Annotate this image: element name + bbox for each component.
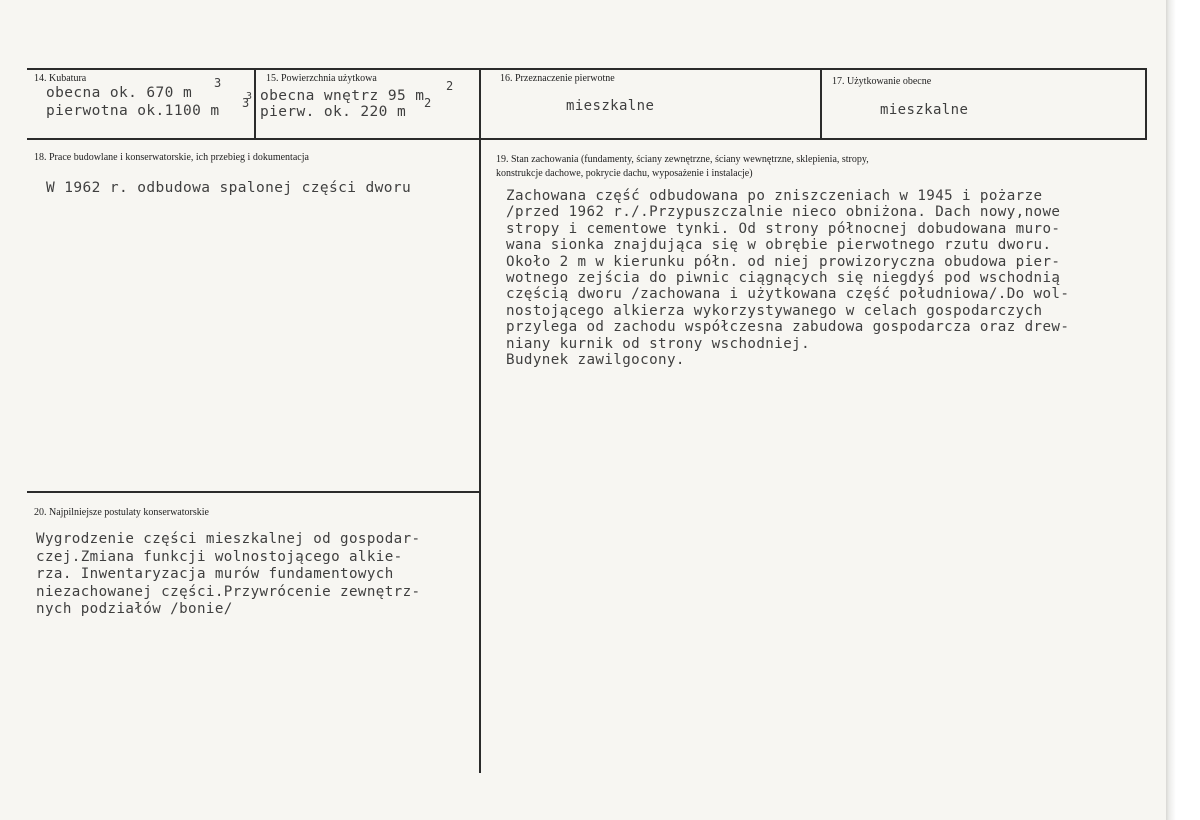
field-19-text-line: Zachowana część odbudowana po zniszczeniach w 1945 i pożarze xyxy=(506,188,1043,204)
field-19-text-line: niany kurnik od strony wschodniej. xyxy=(506,335,811,352)
field-14-unit-sup-2: 3 xyxy=(242,96,250,110)
field-14-current-volume: obecna ok. 670 m xyxy=(46,85,193,101)
field-19-text-line: przylega od zachodu współczesna zabudowa gospodarcza oraz drew- xyxy=(506,319,1070,336)
field-20-text-line: Wygrodzenie części mieszkalnej od gospodar- xyxy=(36,531,421,547)
right-border-top xyxy=(1145,68,1147,139)
field-19-text-line: nostojącego alkierza wykorzystywanego w celach gospodarczych xyxy=(506,302,1043,319)
field-19-text-line: częścią dworu /zachowana i użytkowana część południowa/.Do wol- xyxy=(506,286,1070,303)
field-15-current-area: obecna wnętrz 95 m xyxy=(260,88,425,104)
field-19-text-line: wotnego zejścia do piwnic ciągnących się niegdyś pod wschodnią xyxy=(506,270,1061,286)
row-divider-2 xyxy=(27,491,479,493)
field-19-label-line-2: konstrukcje dachowe, pokrycie dachu, wyposażenie i instalacje) xyxy=(496,168,753,179)
field-15-unit-sup-1: 2 xyxy=(446,79,454,93)
col-divider-2 xyxy=(479,68,481,773)
field-18-label: 18. Prace budowlane i konserwatorskie, ich przebieg i dokumentacja xyxy=(34,152,309,163)
field-20-label: 20. Najpilniejsze postulaty konserwatorskie xyxy=(34,507,209,518)
col-divider-3 xyxy=(820,68,822,139)
field-19-text-line: stropy i cementowe tynki. Od strony północnej dobudowana muro- xyxy=(506,220,1061,237)
field-15-label: 15. Powierzchnia użytkowa xyxy=(266,73,377,84)
field-15-original-area: pierw. ok. 220 m xyxy=(260,104,407,120)
field-18-text: W 1962 r. odbudowa spalonej części dworu xyxy=(46,180,412,196)
field-19-text-line: /przed 1962 r./.Przypuszczalnie nieco obniżona. Dach nowy,nowe xyxy=(506,204,1061,221)
field-14-unit-sup-mark: 3 xyxy=(246,91,253,102)
field-20-text-line: niezachowanej części.Przywrócenie zewnętrz- xyxy=(36,583,421,600)
field-15-unit-sup-2: 2 xyxy=(424,96,432,110)
field-20-text-line: czej.Zmiana funkcji wolnostojącego alkie- xyxy=(36,548,403,565)
scan-edge xyxy=(1166,0,1200,820)
field-19-text-line: Około 2 m w kierunku półn. od niej prowizoryczna obudowa pier- xyxy=(506,253,1061,270)
field-19-text-line: wana sionka znajdująca się w obrębie pierwotnego rzutu dworu. xyxy=(506,237,1052,254)
top-rule xyxy=(27,68,1147,70)
field-14-unit-sup-1: 3 xyxy=(214,76,222,90)
field-14-label: 14. Kubatura xyxy=(34,73,87,84)
field-20-text-line: rza. Inwentaryzacja murów fundamentowych xyxy=(36,566,394,583)
field-17-value: mieszkalne xyxy=(880,102,969,118)
field-20-text-line: nych podziałów /bonie/ xyxy=(36,601,233,618)
field-19-text-line: Budynek zawilgocony. xyxy=(506,352,685,368)
field-17-label: 17. Użytkowanie obecne xyxy=(832,76,932,87)
col-divider-1 xyxy=(254,68,256,139)
field-16-value: mieszkalne xyxy=(566,98,655,114)
field-19-label-line-1: 19. Stan zachowania (fundamenty, ściany zewnętrzne, ściany wewnętrzne, sklepienia, stropy, xyxy=(496,154,869,165)
field-16-label: 16. Przeznaczenie pierwotne xyxy=(500,73,615,84)
row-divider-1 xyxy=(27,138,1147,140)
field-14-original-volume: pierwotna ok.1100 m xyxy=(46,103,220,119)
